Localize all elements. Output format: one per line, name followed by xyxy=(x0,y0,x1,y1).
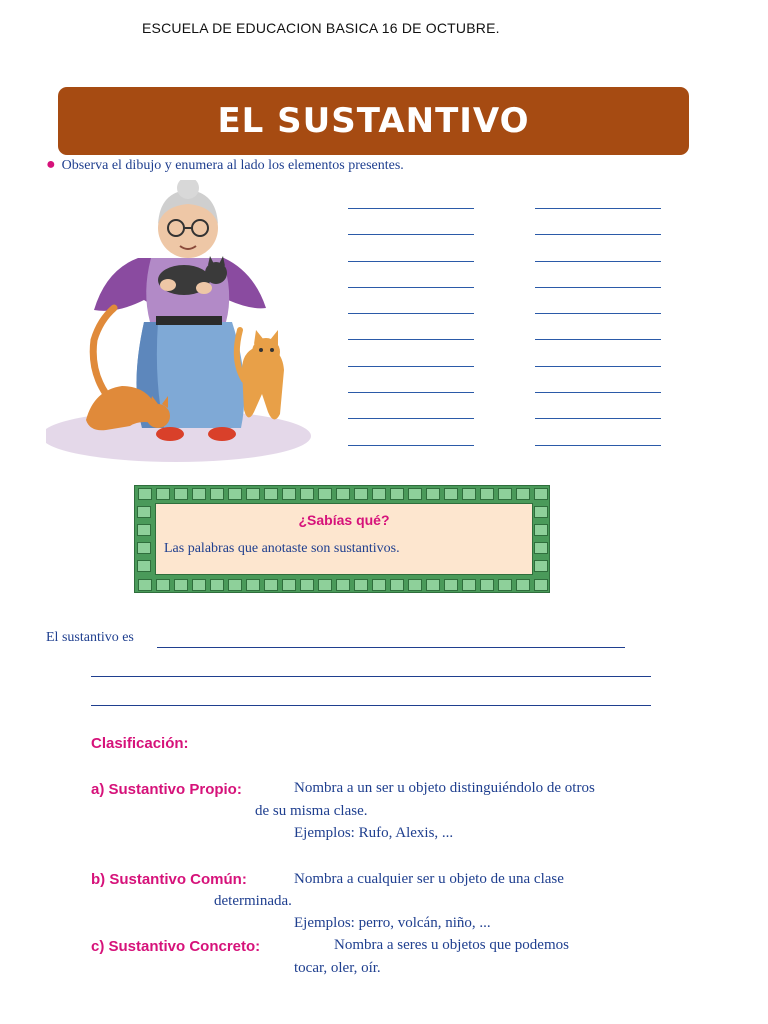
frame-tile xyxy=(372,488,386,500)
frame-tile xyxy=(354,579,368,591)
frame-tile xyxy=(462,579,476,591)
title-banner xyxy=(58,87,689,155)
frame-tile xyxy=(534,488,548,500)
frame-tile xyxy=(282,579,296,591)
frame-tile xyxy=(408,579,422,591)
frame-tile xyxy=(264,579,278,591)
frame-tile xyxy=(354,488,368,500)
common-noun-examples: Ejemplos: perro, volcán, niño, ... xyxy=(294,915,491,931)
answer-line[interactable] xyxy=(348,234,474,235)
sabias-que-title: ¿Sabías qué? xyxy=(298,512,390,528)
frame-tile xyxy=(462,488,476,500)
frame-tile xyxy=(336,488,350,500)
frame-tile xyxy=(534,542,548,554)
frame-tile xyxy=(480,488,494,500)
definition-line[interactable] xyxy=(91,676,651,677)
answer-line[interactable] xyxy=(535,392,661,393)
answer-line[interactable] xyxy=(535,313,661,314)
frame-tile xyxy=(534,560,548,572)
frame-tile xyxy=(444,488,458,500)
proper-noun-label: a) Sustantivo Propio: xyxy=(91,781,242,798)
frame-tile xyxy=(192,579,206,591)
frame-tile xyxy=(480,579,494,591)
bullet-icon: ● xyxy=(46,156,56,173)
answer-line[interactable] xyxy=(535,234,661,235)
frame-tile xyxy=(390,488,404,500)
sabias-que-text: Las palabras que anotaste son sustantivos. xyxy=(164,541,400,556)
answer-line[interactable] xyxy=(348,392,474,393)
answer-line[interactable] xyxy=(348,287,474,288)
frame-tile xyxy=(137,506,151,518)
frame-tile xyxy=(426,488,440,500)
definition-line[interactable] xyxy=(91,705,651,706)
answer-line[interactable] xyxy=(348,418,474,419)
frame-tile xyxy=(426,579,440,591)
frame-tile xyxy=(156,488,170,500)
answer-line[interactable] xyxy=(535,287,661,288)
answer-lines-right xyxy=(535,208,661,471)
frame-tile xyxy=(246,488,260,500)
instruction xyxy=(46,156,404,174)
frame-tile xyxy=(282,488,296,500)
concrete-noun-definition-cont: tocar, oler, oír. xyxy=(294,960,381,976)
answer-line[interactable] xyxy=(535,339,661,340)
frame-tile xyxy=(390,579,404,591)
proper-noun-definition: Nombra a un ser u objeto distinguiéndolo de otros xyxy=(294,780,595,796)
frame-tile xyxy=(516,579,530,591)
definition-label: El sustantivo es xyxy=(46,630,134,645)
frame-tile xyxy=(228,579,242,591)
proper-noun-definition-cont: de su misma clase. xyxy=(255,803,368,819)
frame-tile xyxy=(138,579,152,591)
proper-noun-examples: Ejemplos: Rufo, Alexis, ... xyxy=(294,825,454,841)
frame-tile xyxy=(372,579,386,591)
frame-tile xyxy=(516,488,530,500)
frame-tile xyxy=(498,579,512,591)
common-noun-definition: Nombra a cualquier ser u objeto de una clase xyxy=(294,871,564,887)
sabias-que-box xyxy=(134,485,550,593)
definition-line[interactable] xyxy=(157,647,625,648)
frame-tile xyxy=(246,579,260,591)
frame-tile xyxy=(300,488,314,500)
answer-line[interactable] xyxy=(535,261,661,262)
answer-line[interactable] xyxy=(348,366,474,367)
frame-tile xyxy=(137,560,151,572)
answer-line[interactable] xyxy=(348,445,474,446)
frame-tile xyxy=(534,579,548,591)
frame-tile xyxy=(174,488,188,500)
frame-tile xyxy=(192,488,206,500)
frame-tile xyxy=(264,488,278,500)
frame-tile xyxy=(156,579,170,591)
answer-line[interactable] xyxy=(348,261,474,262)
frame-tile xyxy=(137,524,151,536)
common-noun-definition-cont: determinada. xyxy=(214,893,292,909)
common-noun-label: b) Sustantivo Común: xyxy=(91,871,247,888)
frame-tile xyxy=(534,524,548,536)
school-name: ESCUELA DE EDUCACION BASICA 16 DE OCTUBRE. xyxy=(142,20,500,36)
answer-line[interactable] xyxy=(348,313,474,314)
answer-line[interactable] xyxy=(535,418,661,419)
frame-tile xyxy=(336,579,350,591)
frame-tile xyxy=(174,579,188,591)
frame-tile xyxy=(300,579,314,591)
frame-tile xyxy=(318,488,332,500)
instruction-text: Observa el dibujo y enumera al lado los elementos presentes. xyxy=(61,158,404,173)
frame-tile xyxy=(210,488,224,500)
frame-tile xyxy=(408,488,422,500)
frame-tile xyxy=(534,506,548,518)
answer-line[interactable] xyxy=(348,208,474,209)
answer-line[interactable] xyxy=(348,339,474,340)
classification-title: Clasificación: xyxy=(91,735,189,752)
answer-lines-left xyxy=(348,208,474,471)
concrete-noun-definition: Nombra a seres u objetos que podemos xyxy=(334,937,569,953)
frame-tile xyxy=(228,488,242,500)
frame-tile xyxy=(210,579,224,591)
frame-tile xyxy=(318,579,332,591)
grandmother-with-cats-illustration xyxy=(46,180,321,475)
sabias-que-panel xyxy=(155,503,533,575)
frame-tile xyxy=(137,542,151,554)
answer-line[interactable] xyxy=(535,445,661,446)
concrete-noun-label: c) Sustantivo Concreto: xyxy=(91,938,261,955)
answer-line[interactable] xyxy=(535,366,661,367)
frame-tile xyxy=(498,488,512,500)
frame-tile xyxy=(138,488,152,500)
answer-line[interactable] xyxy=(535,208,661,209)
frame-tile xyxy=(444,579,458,591)
page-title: EL SUSTANTIVO xyxy=(217,101,530,141)
